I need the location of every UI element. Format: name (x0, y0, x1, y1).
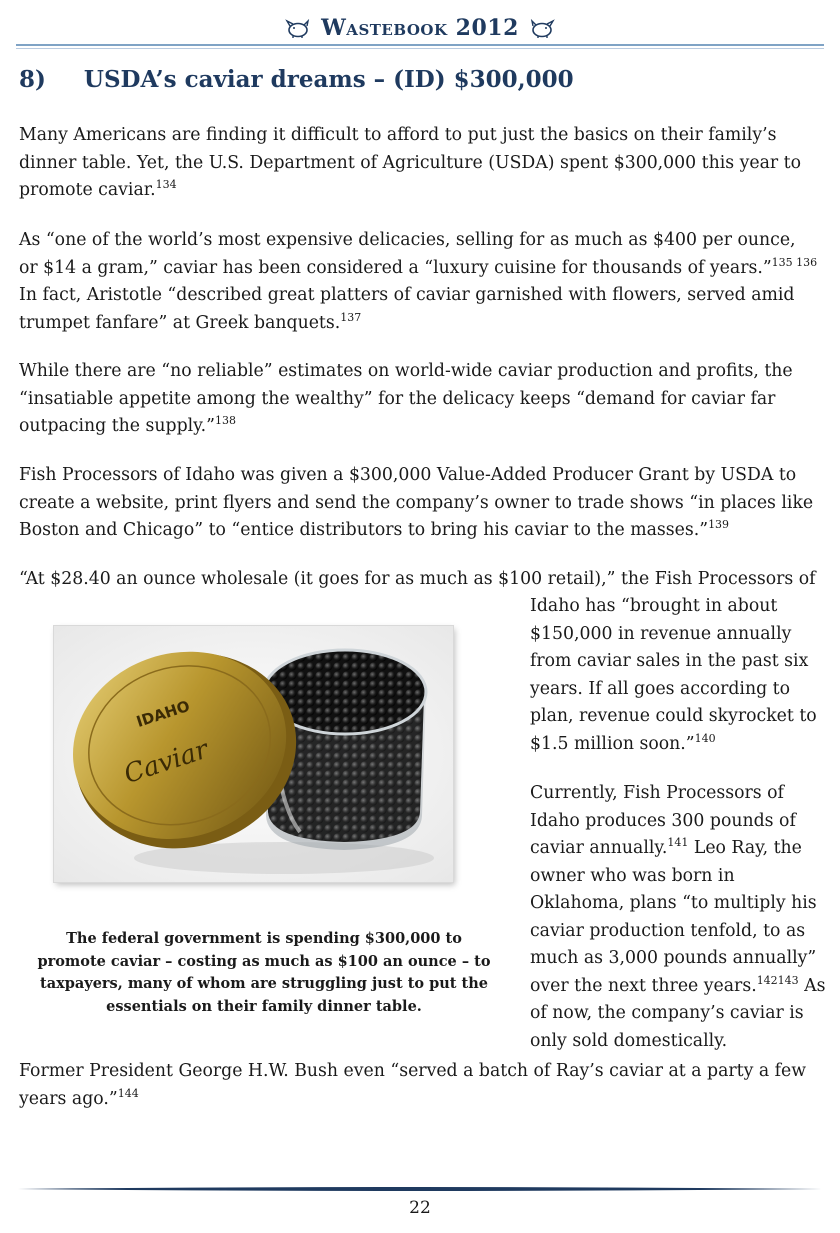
paragraph-text: Currently, Fish Processors of Idaho produces 300 pounds of caviar annually. (530, 783, 796, 858)
caviar-photo (54, 626, 453, 882)
paragraph-text: Idaho has “brought in about $150,000 in revenue annually from caviar sales in the past six years. If all goes according to plan, revenue could skyrocket to $1.5 million soon.” (530, 596, 817, 754)
paragraph (19, 358, 819, 441)
footnote-ref: 137 (340, 310, 362, 324)
paragraph-text: Fish Processors of Idaho was given a $300,000 Value-Added Producer Grant by USDA to create a website, print flyers and send the company’s owner to trade shows “in places like Boston and Chicago” to “entice distributors to bring his caviar to the masses.” (19, 465, 814, 540)
pig-icon (285, 17, 311, 39)
paragraph-text: Former President George H.W. Bush even “served a batch of Ray’s caviar at a party a few years ago.” (19, 1061, 807, 1109)
paragraph-text: As of now, the company’s caviar is only sold domestically. (530, 975, 826, 1051)
page-header (16, 10, 824, 46)
footnote-ref: 144 (117, 1086, 139, 1100)
paragraph-lead: “At $28.40 an ounce wholesale (it goes for as much as $100 retail),” the Fish Processors of (19, 569, 816, 589)
section-title: USDA’s caviar dreams – (ID) $300,000 (83, 66, 574, 93)
caviar-illustration (54, 626, 453, 882)
header-title: Wastebook 2012 (321, 15, 519, 41)
page-number: 22 (409, 1198, 431, 1218)
paragraph-text: Leo Ray, the owner who was born in Oklahoma, plans “to multiply his caviar production tenfold, to as much as 3,000 pounds annually” over the next three years. (530, 838, 817, 996)
paragraph-text: Many Americans are finding it difficult to afford to put just the basics on their family’s dinner table. Yet, the U.S. Department of Agriculture (USDA) spent $300,000 this year to promote caviar. (19, 125, 802, 200)
footnote-ref: 135 136 (771, 255, 818, 269)
column-paragraph (530, 780, 826, 1055)
section-heading (19, 66, 574, 93)
footnote-ref: 138 (214, 414, 236, 428)
footnote-ref: 134 (155, 178, 177, 192)
header-rule (16, 44, 824, 46)
footnote-ref: 141 (667, 836, 689, 850)
paragraph (19, 1058, 819, 1113)
paragraph-text: As “one of the world’s most expensive delicacies, selling for as much as $400 per ounce, or $14 a gram,” caviar has been considered a “luxury cuisine for thousands of years.” (19, 230, 796, 278)
footnote-ref: 139 (708, 518, 730, 532)
column-paragraph (530, 593, 826, 758)
lid-label: Caviar (120, 734, 212, 790)
paragraph-text: In fact, Aristotle “described great platters of caviar garnished with flowers, served amid trumpet fanfare” at Greek banquets. (19, 285, 795, 333)
footnote-ref: 140 (694, 731, 716, 745)
section-number: 8) (19, 66, 46, 93)
footnote-ref: 142143 (756, 973, 799, 987)
footer-rule (18, 1186, 822, 1192)
paragraph (19, 122, 819, 205)
lid-label: IDAHO (134, 696, 192, 731)
header-rule (16, 48, 824, 49)
paragraph (19, 227, 819, 337)
pig-icon (529, 17, 555, 39)
photo-caption: The federal government is spending $300,000 to promote caviar – costing as much as $100 an ounce – to taxpayers, many of whom are struggling just to put the essentials on their family dinner table. (37, 930, 491, 1015)
paragraph-text: While there are “no reliable” estimates on world-wide caviar production and profits, the “insatiable appetite among the wealthy” for the delicacy keeps “demand for caviar far outpacing the supply.” (19, 361, 793, 436)
paragraph (19, 462, 819, 545)
